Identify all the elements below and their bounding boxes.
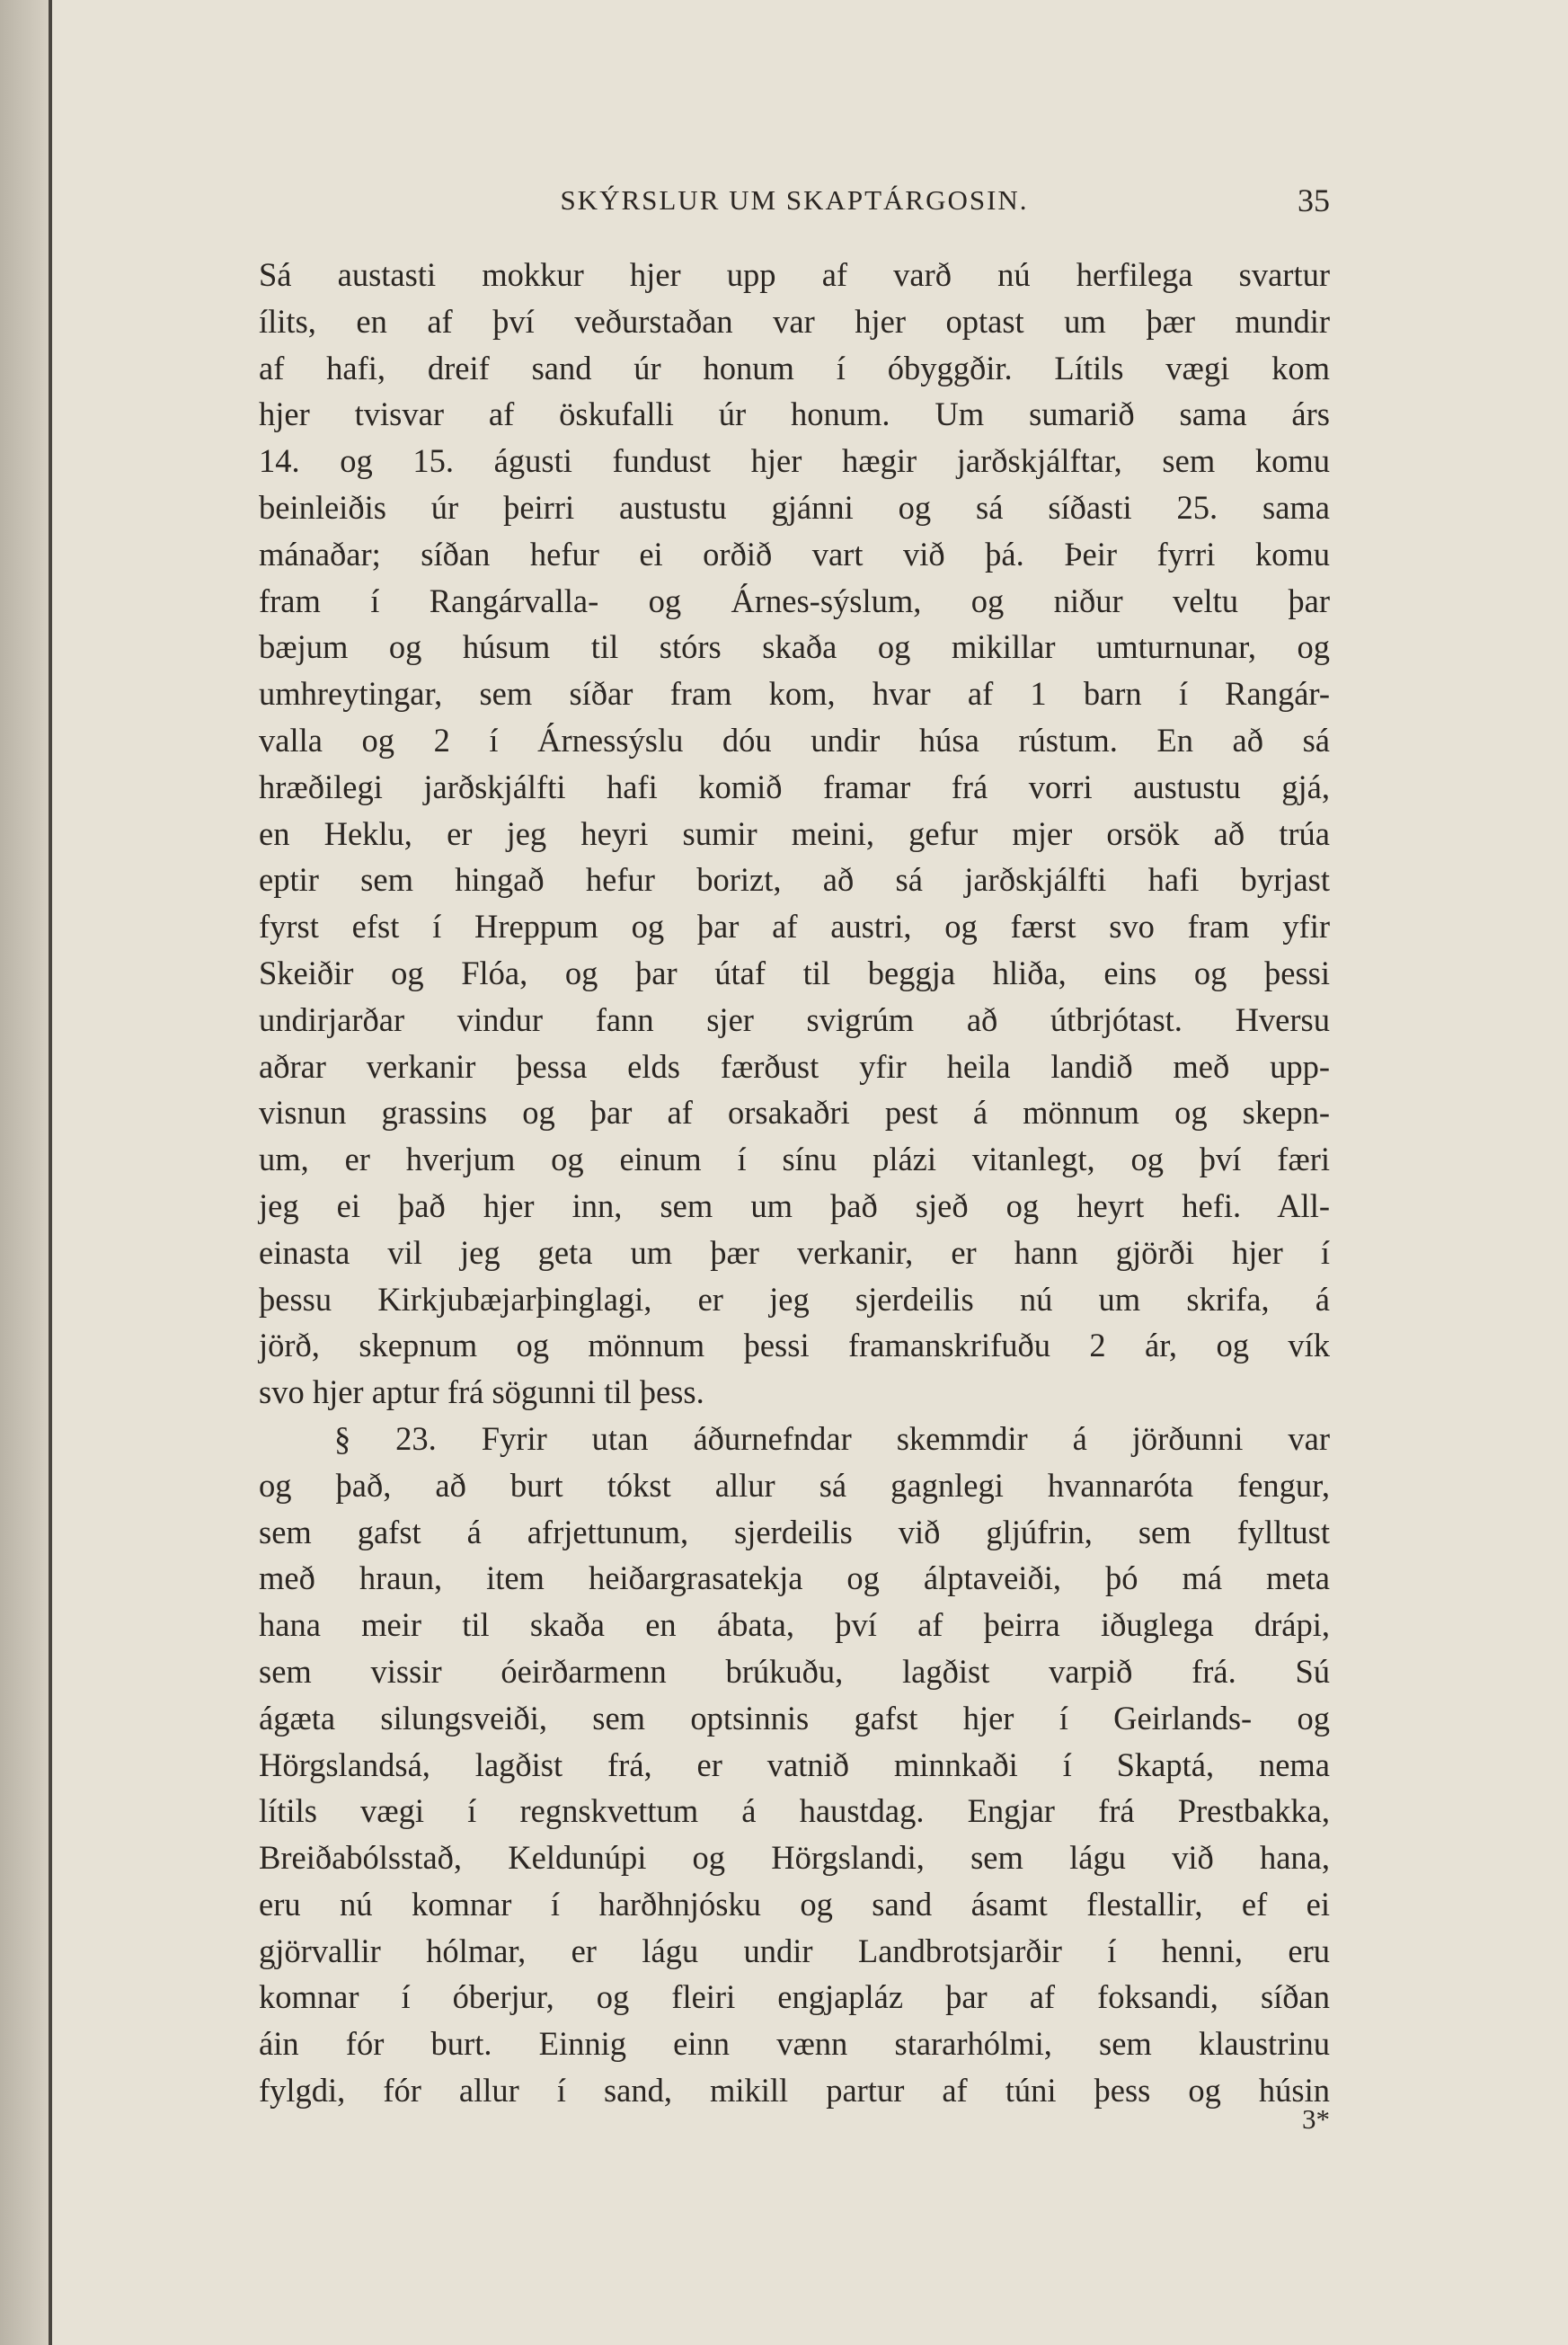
text-line: eptir sem hingað hefur borizt, að sá jarðskjálfti hafi byrjast (259, 861, 1330, 899)
page-binding-edge (49, 0, 52, 2345)
text-line: Hörgslandsá, lagðist frá, er vatnið minnkaði í Skaptá, nema (259, 1745, 1330, 1783)
page-gutter-shadow (0, 0, 49, 2345)
running-title: SKÝRSLUR UM SKAPTÁRGOSIN. (560, 184, 1029, 216)
page-header (259, 178, 1330, 223)
text-line: með hraun, item heiðargrasatekja og álptaveiði, þó má meta (259, 1559, 1330, 1597)
page-number: 35 (1298, 182, 1330, 218)
text-line: og það, að burt tókst allur sá gagnlegi hvannaróta fengur, (259, 1466, 1330, 1504)
text-line-paragraph-end: svo hjer aptur frá sögunni til þess. (259, 1373, 704, 1411)
text-line: hjer tvisvar af öskufalli úr honum. Um sumarið sama árs (259, 395, 1330, 433)
text-line: komnar í óberjur, og fleiri engjapláz þar af foksandi, síðan (259, 1978, 1330, 2016)
text-line: jeg ei það hjer inn, sem um það sjeð og heyrt hefi. All- (259, 1186, 1330, 1224)
text-line: Sá austasti mokkur hjer upp af varð nú herfilega svartur (259, 256, 1330, 293)
text-line: einasta vil jeg geta um þær verkanir, er hann gjörði hjer í (259, 1233, 1330, 1271)
text-line: beinleiðis úr þeirri austustu gjánni og sá síðasti 25. sama (259, 488, 1330, 526)
text-line: sem gafst á afrjettunum, sjerdeilis við gljúfrin, sem fylltust (259, 1513, 1330, 1550)
text-line: ágæta silungsveiði, sem optsinnis gafst hjer í Geirlands- og (259, 1699, 1330, 1737)
text-line: fram í Rangárvalla- og Árnes-sýslum, og niður veltu þar (259, 582, 1330, 619)
text-line: undirjarðar vindur fann sjer svigrúm að útbrjótast. Hversu (259, 1000, 1330, 1038)
text-line: 14. og 15. águsti fundust hjer hægir jarðskjálftar, sem komu (259, 442, 1330, 480)
text-line: Breiðabólsstað, Keldunúpi og Hörgslandi, sem lágu við hana, (259, 1839, 1330, 1877)
text-line: fyrst efst í Hreppum og þar af austri, og færst svo fram yfir (259, 908, 1330, 946)
text-line: valla og 2 í Árnessýslu dóu undir húsa rústum. En að sá (259, 721, 1330, 759)
text-line: jörð, skepnum og mönnum þessi framanskrifuðu 2 ár, og vík (259, 1327, 1330, 1364)
signature-mark: 3* (1302, 2103, 1330, 2135)
text-line: áin fór burt. Einnig einn vænn stararhólmi, sem klaustrinu (259, 2025, 1330, 2063)
body-text (259, 252, 1330, 2114)
text-line: umhreytingar, sem síðar fram kom, hvar af 1 barn í Rangár- (259, 675, 1330, 713)
text-line: lítils vægi í regnskvettum á haustdag. Engjar frá Prestbakka, (259, 1792, 1330, 1830)
text-line: en Heklu, er jeg heyri sumir meini, gefur mjer orsök að trúa (259, 814, 1330, 852)
text-line: gjörvallir hólmar, er lágu undir Landbrotsjarðir í henni, eru (259, 1932, 1330, 1969)
text-line: mánaðar; síðan hefur ei orðið vart við þá. Þeir fyrri komu (259, 535, 1330, 573)
text-line: hana meir til skaða en ábata, því af þeirra iðuglega drápi, (259, 1606, 1330, 1644)
text-line: bæjum og húsum til stórs skaða og mikillar umturnunar, og (259, 628, 1330, 666)
text-line: sem vissir óeirðarmenn brúkuðu, lagðist varpið frá. Sú (259, 1652, 1330, 1690)
text-line: um, er hverjum og einum í sínu plázi vitanlegt, og því færi (259, 1141, 1330, 1178)
text-line: hræðilegi jarðskjálfti hafi komið framar frá vorri austustu gjá, (259, 768, 1330, 805)
text-line: af hafi, dreif sand úr honum í óbyggðir. Lítils vægi kom (259, 349, 1330, 386)
text-line: ílits, en af því veðurstaðan var hjer optast um þær mundir (259, 302, 1330, 340)
text-line: visnun grassins og þar af orsakaðri pest á mönnum og skepn- (259, 1094, 1330, 1132)
text-line: þessu Kirkjubæjarþinglagi, er jeg sjerdeilis nú um skrifa, á (259, 1280, 1330, 1318)
section-23-first-line: § 23. Fyrir utan áðurnefndar skemmdir á jörðunni var (334, 1419, 1330, 1457)
text-line: fylgdi, fór allur í sand, mikill partur af túni þess og húsin (259, 2072, 1330, 2110)
text-line: aðrar verkanir þessa elds færðust yfir heila landið með upp- (259, 1047, 1330, 1085)
text-line: Skeiðir og Flóa, og þar útaf til beggja hliða, eins og þessi (259, 954, 1330, 991)
text-line: eru nú komnar í harðhnjósku og sand ásamt flestallir, ef ei (259, 1885, 1330, 1923)
